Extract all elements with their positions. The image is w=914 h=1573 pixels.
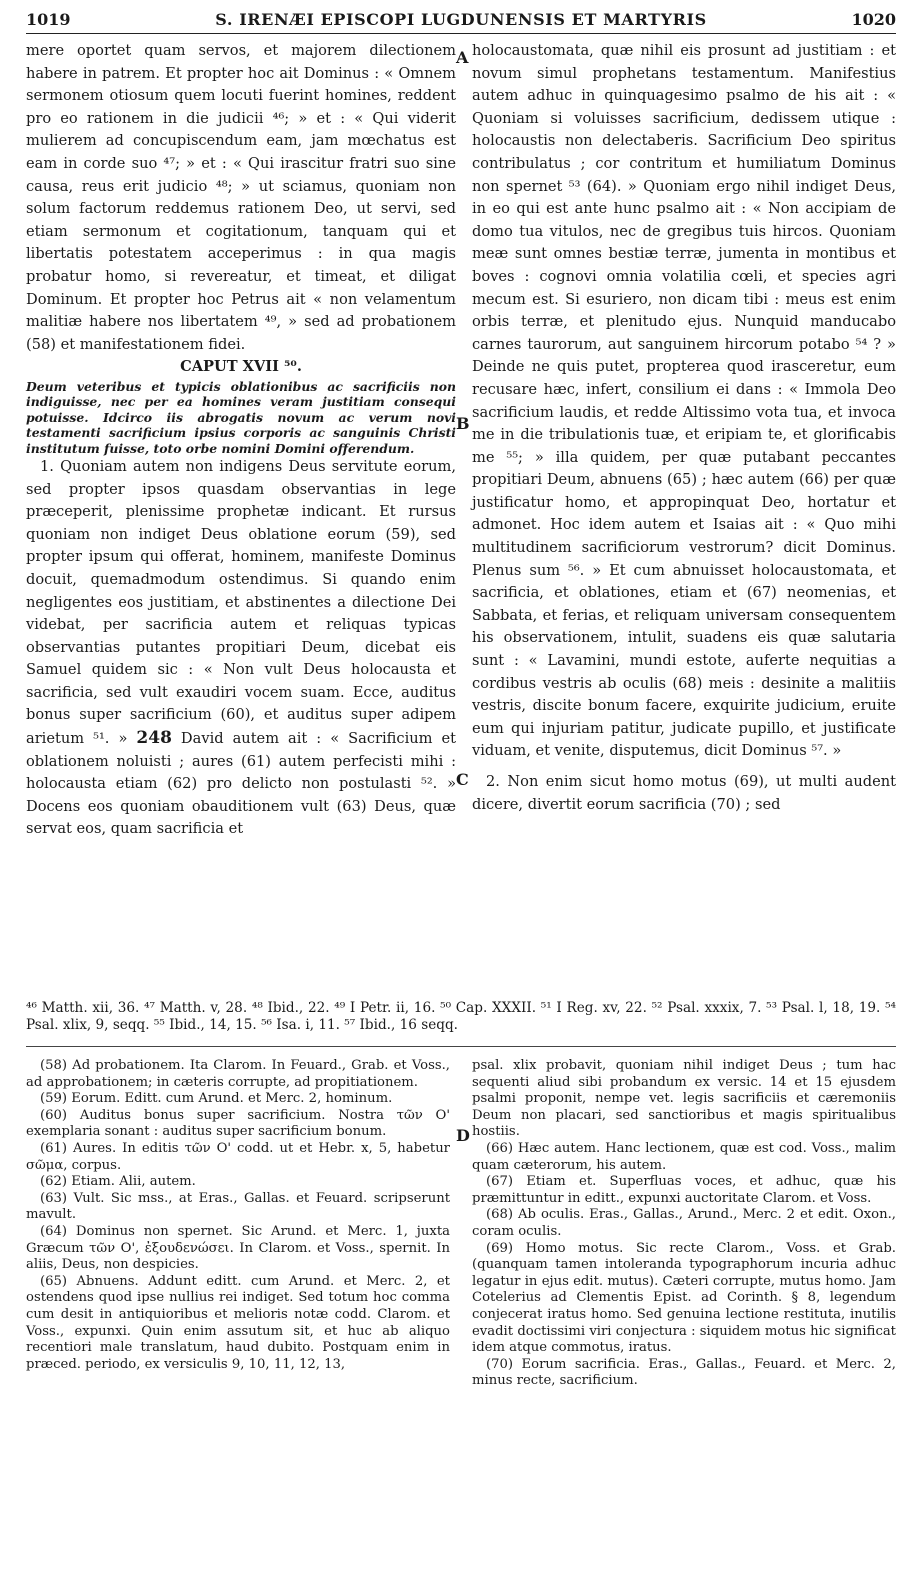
note-60: (60) Auditus bonus super sacrificium. Nostra τῶν Ο' exemplaria sonant : auditus super sacrificium bonum. xyxy=(26,1107,450,1140)
chapter-summary: Deum veteribus et typicis oblationibus ac sacrificiis non indiguisse, nec per ea homines veram justitiam consequi potuisse. Idcirco iis abrogatis novum ac verum novi testamenti sacrificium ipsius corporis ac sanguinis Christi institutum fuisse, toto orbe nomini Domini offerendum. xyxy=(26,378,456,456)
notes-right xyxy=(472,1058,896,1390)
note-67: (67) Etiam et. Superfluas voces, et adhuc, quæ his præmittuntur in editt., expunxi auctoritate Clarom. et Voss. xyxy=(472,1174,896,1206)
note-65: (65) Abnuens. Addunt editt. cum Arund. et Merc. 2, et ostendens quod ipse nullius rei indiget. Sed totum hoc comma cum desit in antiquioribus et melioris notæ codd. Clarom. et Voss., expunxi. Quin enim assutum sit, et huc ab aliquo recentiori male translatum, haud dubito. Postquam enim in præced. periodo, ex versiculis 9, 10, 11, 12, 13, xyxy=(26,1273,450,1372)
left-paragraph-2 xyxy=(26,456,456,841)
right-paragraph-2: 2. Non enim sicut homo motus (69), ut multi audent dicere, divertit eorum sacrificia (70) ; sed xyxy=(472,773,896,813)
chapter-heading: CAPUT XVII ⁵⁰. xyxy=(180,358,302,376)
right-paragraph-1: holocaustomata, quæ nihil eis prosunt ad justitiam : et novum simul prophetans testamentum. Manifestius autem adhuc in quinquagesimo psalmo de his ait : « Quoniam si voluisses sacrificium, dedissem utique : holocaustis non delectaberis. Sacrificium Deo spiritus contribulatus ; cor contritum et humiliatum Dominus non spernet ⁵³ (64). » Quoniam ergo nihil indiget Deus, in eo qui est ante hunc psalmo ait : « Non accipiam de domo tua vitulos, nec de gregibus tuis hircos. Quoniam meæ sunt omnes bestiæ terræ, jumenta in montibus et boves : cognovi omnia volatilia cœli, et species agri mecum est. Si esuriero, non dicam tibi : meus est enim orbis terræ, et plenitudo ejus. Nunquid manducabo carnes taurorum, aut sanguinem hircorum potabo ⁵⁴ ? » Deinde ne quis putet, propterea quod irasceretur, eum recusare hæc, infert, consilium ei dans : « Immola Deo sacrificium laudis, et redde Altissimo vota tua, et invoca me in die tribulationis tuæ, et eripiam te, et glorificabis me ⁵⁵; » illa quidem, per quæ putabant peccantes propitiari Deum, abnuens (65) ; hæc autem (66) per quæ justificatur homo, et appropinquat Deo, hortatur et admonet. Hoc idem autem et Isaias ait : « Quo mihi multitudinem sacrificiorum vestrorum? dicit Dominus. Plenus sum ⁵⁶. » Et cum abnuisset holocaustomata, et sacrificia, et oblationes, etiam et (67) neomenias, et Sabbata, et ferias, et reliquam universam consequentem his observationem, intulit, suadens eis quæ salutaria sunt : « Lavamini, mundi estote, auferte nequitias a cordibus vestris ab oculis (68) meis : desinite a malitiis vestris, discite bonum facere, exquirite judicium, eruite eum qui injuriam patitur, judicate pupillo, et justificate viduam, et venite, disputemus, dicit Dominus ⁵⁷. » xyxy=(472,42,896,760)
note-66: (66) Hæc autem. Hanc lectionem, quæ est cod. Voss., malim quam cæterorum, his autem. xyxy=(472,1140,896,1173)
running-title: S. IRENÆI EPISCOPI LUGDUNENSIS ET MARTYRIS xyxy=(215,10,707,29)
notes-left xyxy=(26,1058,450,1373)
page-number-right: 1020 xyxy=(851,10,896,29)
note-58: (58) Ad probationem. Ita Clarom. In Feuard., Grab. et Voss., ad approbationem; in cæteris corrupte, ad propitiationem. xyxy=(26,1058,450,1090)
left-column xyxy=(26,40,456,841)
margin-letter-c: C xyxy=(456,770,469,789)
margin-letter-a: A xyxy=(456,48,469,67)
scripture-references-text: ⁴⁶ Matth. xii, 36. ⁴⁷ Matth. v, 28. ⁴⁸ Ibid., 22. ⁴⁹ I Petr. ii, 16. ⁵⁰ Cap. XXXII. ⁵¹ I Reg. xv, 22. ⁵² Psal. xxxix, 7. ⁵³ Psal. l, 18, 19. ⁵⁴ Psal. xlix, 9, seqq. ⁵⁵ Ibid., 14, 15. ⁵⁶ Isa. i, 11. ⁵⁷ Ibid., 16 seqq. xyxy=(26,1000,896,1033)
header-rule xyxy=(26,33,896,34)
note-69: (69) Homo motus. Sic recte Clarom., Voss. et Grab. (quanquam tamen intoleranda typographorum incuria adhuc legatur in ejus edit. mutus). Cæteri corrupte, mutus homo. Jam Cotelerius ad Clementis Epist. ad Corinth. § 8, legendum conjecerat iratus homo. Sed genuina lectione restituta, inutilis evadit doctissimi viri conjectura : siquidem motus hic significat idem atque commotus, iratus. xyxy=(472,1240,896,1356)
note-64: (64) Dominus non spernet. Sic Arund. et Merc. 1, juxta Græcum τῶν Ο', ἐξουδενώσει. In Clarom. et Voss., spernit. In aliis, Deus, non despicies. xyxy=(26,1223,450,1273)
note-61: (61) Aures. In editis τῶν Ο' codd. ut et Hebr. x, 5, habetur σῶμα, corpus. xyxy=(26,1140,450,1173)
running-header xyxy=(26,4,896,34)
left-paragraph-2-text: 1. Quoniam autem non indigens Deus servitute eorum, sed propter ipsos quasdam observantias in lege præceperit, plenissime prophetæ indicant. Et rursus quoniam non indiget Deus oblatione eorum (59), sed propter ipsum qui offerat, hominem, manifeste Dominus docuit, quemadmodum ostendimus. Si quando enim negligentes eos justitiam, et abstinentes a dilectione Dei videbat, per sacrificia autem et reliquas typicas observantias putantes propitiari Deum, dicebat eis Samuel quidem sic : « Non vult Deus holocausta et sacrificia, sed vult exaudiri vocem suam. Ecce, auditus bonus super sacrificium (60), et auditus super adipem arietum ⁵¹. » xyxy=(26,457,456,748)
page-marker: 248 xyxy=(136,728,172,749)
left-paragraph-1: mere oportet quam servos, et majorem dilectionem habere in patrem. Et propter hoc ait Dominus : « Omnem sermonem otiosum quem locuti fuerint homines, reddent pro eo rationem in die judicii ⁴⁶; » et : « Qui viderit mulierem ad concupiscendum eam, jam mœchatus est eam in corde suo ⁴⁷; » et : « Qui irascitur fratri suo sine causa, reus erit judicio ⁴⁸; » ut sciamus, quoniam non solum factorum reddemus rationem Deo, ut servi, sed etiam sermonum et cogitationum, tanquam qui et libertatis potestatem acceperimus : in qua magis probatur homo, si revereatur, et timeat, et diligat Dominum. Et propter hoc Petrus ait « non velamentum malitiæ habere nos libertatem ⁴⁹, » sed ad probationem (58) et manifestationem fidei. xyxy=(26,42,456,353)
scripture-references xyxy=(26,1000,896,1033)
left-paragraph-2-cont: David autem ait : « Sacrificium et oblationem noluisti ; aures (61) autem perfecisti mihi : holocausta etiam (62) pro delicto non postulasti ⁵². » Docens eos quoniam obauditionem vult (63) Deus, quæ servat eos, quam sacrificia et xyxy=(26,730,456,838)
margin-letter-d: D xyxy=(456,1126,470,1145)
right-column xyxy=(472,40,896,816)
note-65-continued: psal. xlix probavit, quoniam nihil indiget Deus ; tum hac sequenti aliud sibi probandum ex versic. 14 et 15 ejusdem psalmi proponit, nempe vet. legis sacrificiis et cæremoniis Deum non placari, sed sanctioribus et magis spiritualibus hostiis. xyxy=(472,1058,896,1140)
note-68: (68) Ab oculis. Eras., Gallas., Arund., Merc. 2 et edit. Oxon., coram oculis. xyxy=(472,1207,896,1239)
margin-letter-b: B xyxy=(456,414,470,433)
notes-separator xyxy=(26,1046,896,1047)
note-63: (63) Vult. Sic mss., at Eras., Gallas. et Feuard. scripserunt mavult. xyxy=(26,1190,450,1223)
note-62: (62) Etiam. Alii, autem. xyxy=(40,1174,196,1190)
note-70: (70) Eorum sacrificia. Eras., Gallas., Feuard. et Merc. 2, minus recte, sacrificium. xyxy=(472,1356,896,1389)
page-number-left: 1019 xyxy=(26,10,71,29)
note-59: (59) Eorum. Editt. cum Arund. et Merc. 2, hominum. xyxy=(40,1091,393,1107)
